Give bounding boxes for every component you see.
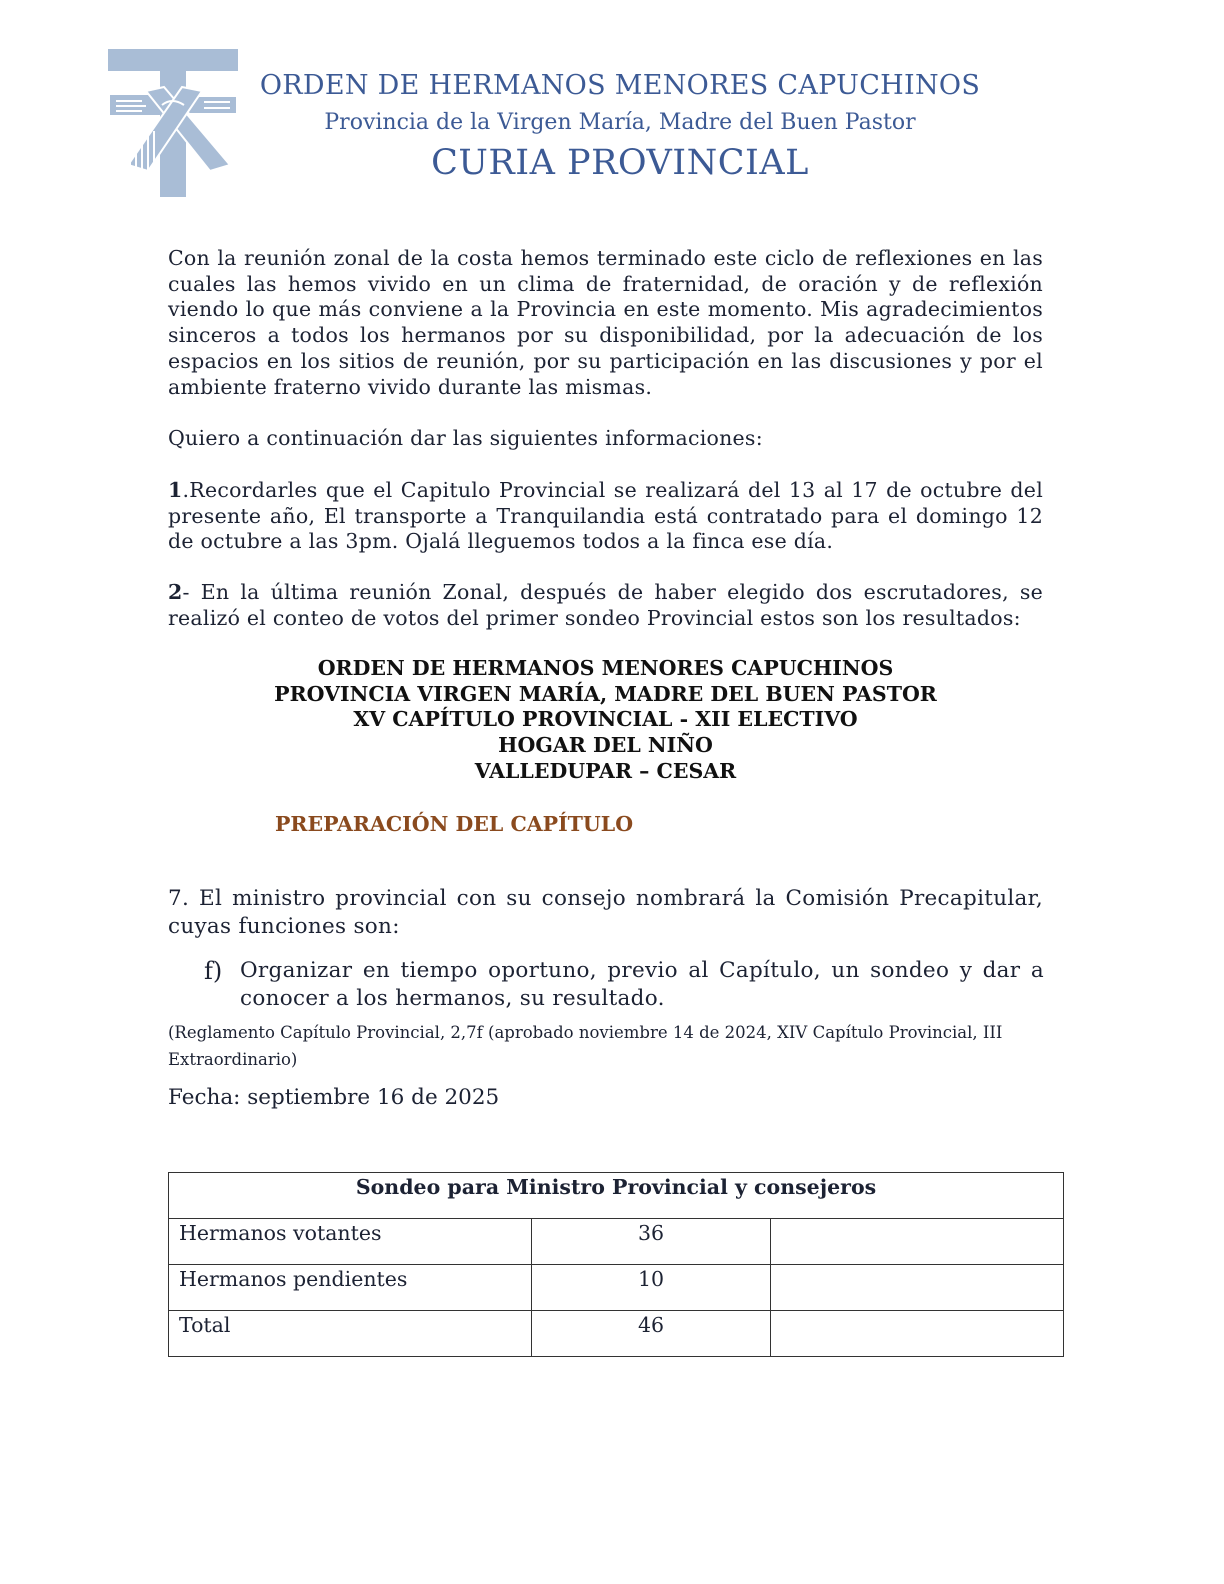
item-number-2: 2 <box>168 580 183 604</box>
results-table <box>168 1172 1064 1357</box>
table-cell-label: Hermanos pendientes <box>169 1265 532 1311</box>
capuchin-tau-logo-icon <box>106 47 240 199</box>
chapter-heading-block <box>168 656 1043 785</box>
paragraph-intro: Con la reunión zonal de la costa hemos terminado este ciclo de reflexiones en las cuales las hemos vivido en un clima de fraternidad, de oración y de reflexión viendo lo que más conviene a la Provincia en este momento. Mis agradecimientos sinceros a todos los hermanos por su disponibilidad, por la adecuación de los espacios en los sitios de reunión, por su participación en las discusiones y por el ambiente fraterno vivido durante las mismas. <box>168 246 1043 399</box>
chapter-heading-line: ORDEN DE HERMANOS MENORES CAPUCHINOS <box>317 656 894 680</box>
paragraph-informaciones: Quiero a continuación dar las siguientes informaciones: <box>168 426 763 450</box>
item-f-text: Organizar en tiempo oportuno, previo al Capítulo, un sondeo y dar a conocer a los hermanos, su resultado. <box>240 958 1044 1011</box>
article-7: 7. El ministro provincial con su consejo nombrará la Comisión Precapitular, cuyas funciones son: <box>168 886 1043 939</box>
header-order-name: ORDEN DE HERMANOS MENORES CAPUCHINOS <box>259 70 981 101</box>
table-cell-empty <box>771 1265 1064 1311</box>
table-header-row <box>169 1173 1064 1219</box>
chapter-heading-line: HOGAR DEL NIÑO <box>498 733 713 758</box>
header-curia-title: CURIA PROVINCIAL <box>431 143 809 183</box>
item-number-1: 1 <box>168 478 183 502</box>
table-row <box>169 1265 1064 1311</box>
table-cell-value: 10 <box>532 1265 771 1311</box>
header-province-name: Provincia de la Virgen María, Madre del Buen Pastor <box>324 110 916 135</box>
item-2-text: - En la última reunión Zonal, después de haber elegido dos escrutadores, se realizó el conteo de votos del primer sondeo Provincial estos son los resultados: <box>168 580 1043 630</box>
item-f <box>204 957 1044 1013</box>
paragraph-item-2 <box>168 580 1043 631</box>
item-f-label: f) <box>204 957 223 985</box>
table-title: Sondeo para Ministro Provincial y consejeros <box>169 1173 1064 1219</box>
chapter-heading-line: XV CAPÍTULO PROVINCIAL - XII ELECTIVO <box>353 707 858 732</box>
table-row <box>169 1219 1064 1265</box>
preparation-title: PREPARACIÓN DEL CAPÍTULO <box>275 812 634 836</box>
item-1-text: .Recordarles que el Capitulo Provincial se realizará del 13 al 17 de octubre del presente año, El transporte a Tranquilandia está contratado para el domingo 12 de octubre a las 3pm. Ojalá lleguemos todos a la finca ese día. <box>168 478 1043 554</box>
table-cell-value: 36 <box>532 1219 771 1265</box>
table-cell-label: Hermanos votantes <box>169 1219 532 1265</box>
table-row <box>169 1311 1064 1357</box>
table-cell-empty <box>771 1219 1064 1265</box>
table-cell-empty <box>771 1311 1064 1357</box>
table-cell-label: Total <box>169 1311 532 1357</box>
chapter-heading-line: PROVINCIA VIRGEN MARÍA, MADRE DEL BUEN PASTOR <box>274 681 937 706</box>
regulation-reference: (Reglamento Capítulo Provincial, 2,7f (aprobado noviembre 14 de 2024, XIV Capítulo Provincial, III Extraordinario) <box>168 1023 1003 1069</box>
chapter-heading-line: VALLEDUPAR – CESAR <box>474 758 737 783</box>
table-cell-value: 46 <box>532 1311 771 1357</box>
paragraph-item-1 <box>168 478 1043 555</box>
date-line: Fecha: septiembre 16 de 2025 <box>168 1085 500 1110</box>
